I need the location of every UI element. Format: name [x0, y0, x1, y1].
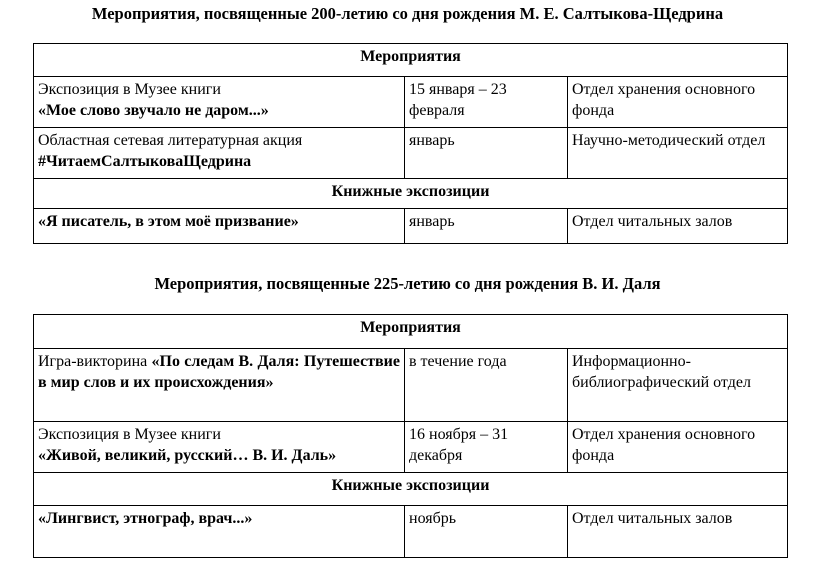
event-venue: Областная сетевая литературная акция: [38, 132, 303, 149]
event-name-cell: [34, 422, 405, 473]
event-date-cell: 15 января – 23 февраля: [405, 77, 568, 128]
event-name-cell: [34, 77, 405, 128]
event-title: «Мое слово звучало не даром...»: [38, 102, 269, 119]
event-date-cell: январь: [405, 209, 568, 244]
section-2-heading: Мероприятия, посвященные 225-летию со дня рождения В. И. Даля: [154, 274, 661, 293]
event-date-cell: 16 ноября – 31 декабря: [405, 422, 568, 473]
event-venue: Экспозиция в Музее книги: [38, 426, 221, 443]
table-row: [34, 422, 788, 473]
table-row: [34, 77, 788, 128]
event-title: #ЧитаемСалтыковаЩедрина: [38, 153, 252, 170]
event-title: «По следам В. Даля: Путешествие в мир слов и их происхождения»: [38, 353, 401, 391]
event-date-cell: ноябрь: [405, 506, 568, 558]
event-name-cell: «Я писатель, в этом моё призвание»: [34, 209, 405, 244]
event-dept-cell: Отдел читальных залов: [568, 506, 788, 558]
group-header-book-exhibits: Книжные экспозиции: [34, 473, 788, 506]
table-row: [34, 128, 788, 179]
event-dept-cell: Отдел читальных залов: [568, 209, 788, 244]
event-date-cell: январь: [405, 128, 568, 179]
event-venue: Экспозиция в Музее книги: [38, 81, 221, 98]
event-title: «Живой, великий, русский… В. И. Даль»: [38, 447, 337, 464]
table-group-row: [34, 473, 788, 506]
event-dept-cell: Информационно-библиографический отдел: [568, 349, 788, 422]
event-dept-cell: Отдел хранения основного фонда: [568, 77, 788, 128]
section-1-table: [33, 43, 788, 244]
table-row: [34, 209, 788, 244]
event-name-cell: «Лингвист, этнограф, врач...»: [34, 506, 405, 558]
event-name-cell: [34, 349, 405, 422]
table-row: [34, 349, 788, 422]
group-header-events: Мероприятия: [34, 315, 788, 349]
event-dept-cell: Научно-методический отдел: [568, 128, 788, 179]
table-group-row: [34, 44, 788, 77]
section-1-heading: Мероприятия, посвященные 200-летию со дня рождения М. Е. Салтыкова-Щедрина: [91, 4, 724, 23]
event-date-cell: в течение года: [405, 349, 568, 422]
table-row: [34, 506, 788, 558]
group-header-book-exhibits: Книжные экспозиции: [34, 179, 788, 209]
table-group-row: [34, 315, 788, 349]
table-group-row: [34, 179, 788, 209]
event-dept-cell: Отдел хранения основного фонда: [568, 422, 788, 473]
event-type: Игра-викторина: [38, 353, 148, 370]
section-2-table: [33, 314, 788, 558]
group-header-events: Мероприятия: [34, 44, 788, 77]
event-name-cell: [34, 128, 405, 179]
